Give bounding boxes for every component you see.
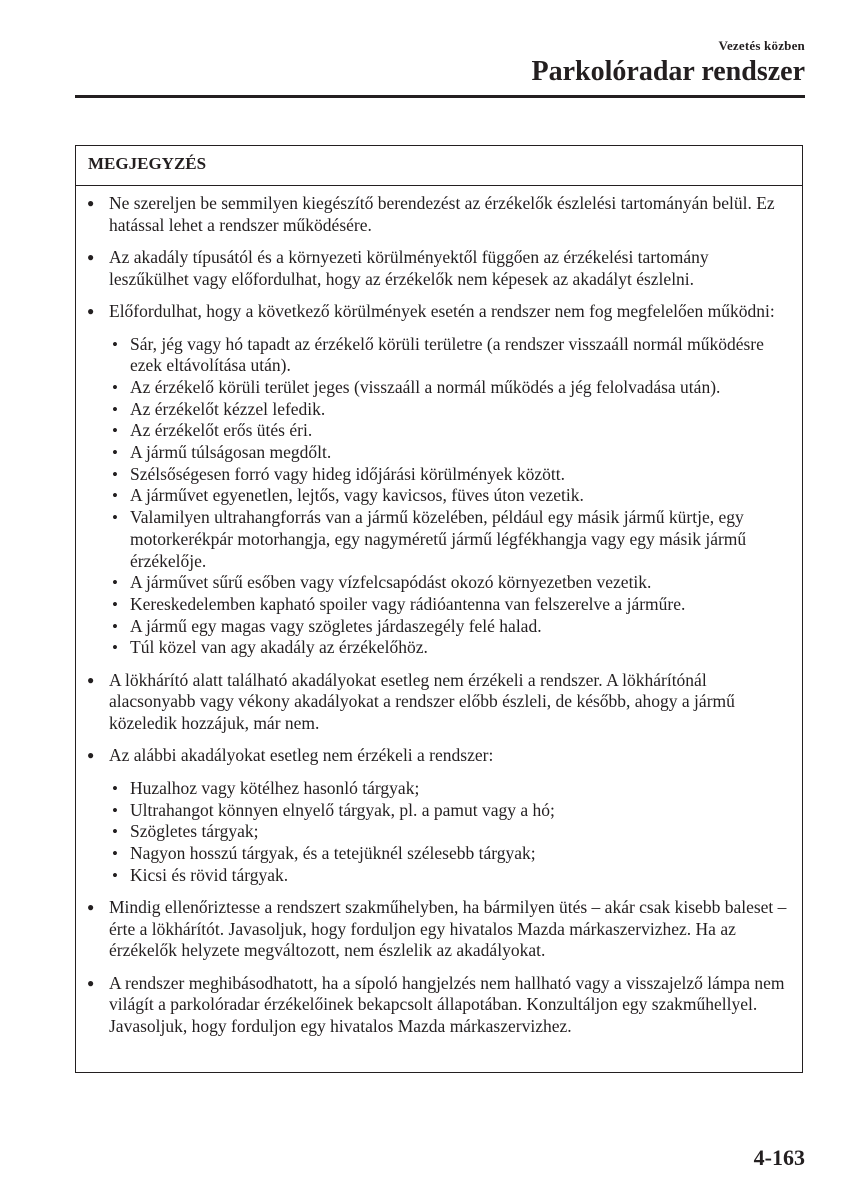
note-subitem: • Huzalhoz vagy kötélhez hasonló tárgyak;	[109, 778, 788, 800]
note-item-text: Az akadály típusától és a környezeti körülményektől függően az érzékelési tartomány leszűkülhet vagy előfordulhat, hogy az érzékelők nem képesek az akadályt észlelni.	[109, 246, 709, 289]
note-item-text: Az alábbi akadályokat esetleg nem érzékeli a rendszer:	[109, 745, 494, 766]
note-subitem: • Nagyon hosszú tárgyak, és a tetejüknél szélesebb tárgyak;	[109, 843, 788, 865]
note-item	[86, 247, 788, 290]
note-sublist	[109, 778, 788, 887]
note-item	[86, 301, 788, 659]
page-number: 4-163	[753, 1145, 805, 1170]
note-subitem: • Az érzékelő körüli terület jeges (visszaáll a normál működés a jég felolvadása után).	[109, 377, 788, 399]
note-subitem: • Az érzékelőt erős ütés éri.	[109, 420, 788, 442]
note-subitem: • Kereskedelemben kapható spoiler vagy rádióantenna van felszerelve a járműre.	[109, 594, 788, 616]
title-rule	[75, 95, 805, 98]
note-item-text: A lökhárító alatt található akadályokat esetleg nem érzékeli a rendszer. A lökhárítónál alacsonyabb vagy vékony akadályokat a rendszer előbb észleli, de később, ahogy a jármű közeledik hozzájuk, már nem.	[109, 669, 735, 733]
note-subitem: • Kicsi és rövid tárgyak.	[109, 865, 788, 887]
note-subitem: • Szélsőségesen forró vagy hideg időjárási körülmények között.	[109, 464, 788, 486]
note-subitem: • A jármű túlságosan megdőlt.	[109, 442, 788, 464]
note-list	[86, 193, 788, 1038]
note-subitem: • Az érzékelőt kézzel lefedik.	[109, 399, 788, 421]
page-title: Parkolóradar rendszer	[531, 56, 805, 87]
note-item	[86, 897, 788, 962]
note-subitem: • Túl közel van agy akadály az érzékelőhöz.	[109, 637, 788, 659]
note-subitem: • Valamilyen ultrahangforrás van a jármű közelében, például egy másik jármű kürtje, egy motorkerékpár motorhangja, egy nagyméretű jármű légfékhangja vagy egy másik jármű érzékelője.	[109, 507, 788, 572]
note-item	[86, 193, 788, 236]
note-sublist	[109, 334, 788, 660]
note-item-text: A rendszer meghibásodhatott, ha a sípoló hangjelzés nem hallható vagy a visszajelző lámpa nem világít a parkolóradar érzékelőinek bekapcsolt állapotában. Konzultáljon egy szakműhellyel. Javasoljuk, hogy forduljon egy hivatalos Mazda márkaszervizhez.	[109, 972, 785, 1036]
note-subitem: • Sár, jég vagy hó tapadt az érzékelő körüli területre (a rendszer visszaáll normál működésre ezek eltávolítása után).	[109, 334, 788, 377]
note-heading: MEGJEGYZÉS	[76, 146, 802, 186]
note-item-text: Ne szereljen be semmilyen kiegészítő berendezést az érzékelők észlelési tartományán belül. Ez hatással lehet a rendszer működésére.	[109, 193, 775, 235]
note-item	[86, 670, 788, 735]
note-item-text: Előfordulhat, hogy a következő körülmények esetén a rendszer nem fog megfelelően működni:	[109, 300, 775, 321]
note-body	[76, 186, 802, 1038]
note-subitem: • A járművet sűrű esőben vagy vízfelcsapódást okozó környezetben vezetik.	[109, 572, 788, 594]
note-item	[86, 973, 788, 1038]
note-subitem: • A jármű egy magas vagy szögletes járdaszegély felé halad.	[109, 616, 788, 638]
note-subitem: • A járművet egyenetlen, lejtős, vagy kavicsos, füves úton vezetik.	[109, 485, 788, 507]
note-item	[86, 745, 788, 886]
note-subitem: • Ultrahangot könnyen elnyelő tárgyak, pl. a pamut vagy a hó;	[109, 800, 788, 822]
note-subitem: • Szögletes tárgyak;	[109, 821, 788, 843]
note-item-text: Mindig ellenőriztesse a rendszert szakműhelyben, ha bármilyen ütés – akár csak kisebb baleset – érte a lökhárítót. Javasoljuk, hogy forduljon egy hivatalos Mazda márkaszervizhez. Ha az érzékelők helyzete megváltozott, nem észlelik az akadályokat.	[109, 896, 787, 961]
section-label: Vezetés közben	[718, 38, 805, 53]
note-box	[75, 145, 803, 1073]
